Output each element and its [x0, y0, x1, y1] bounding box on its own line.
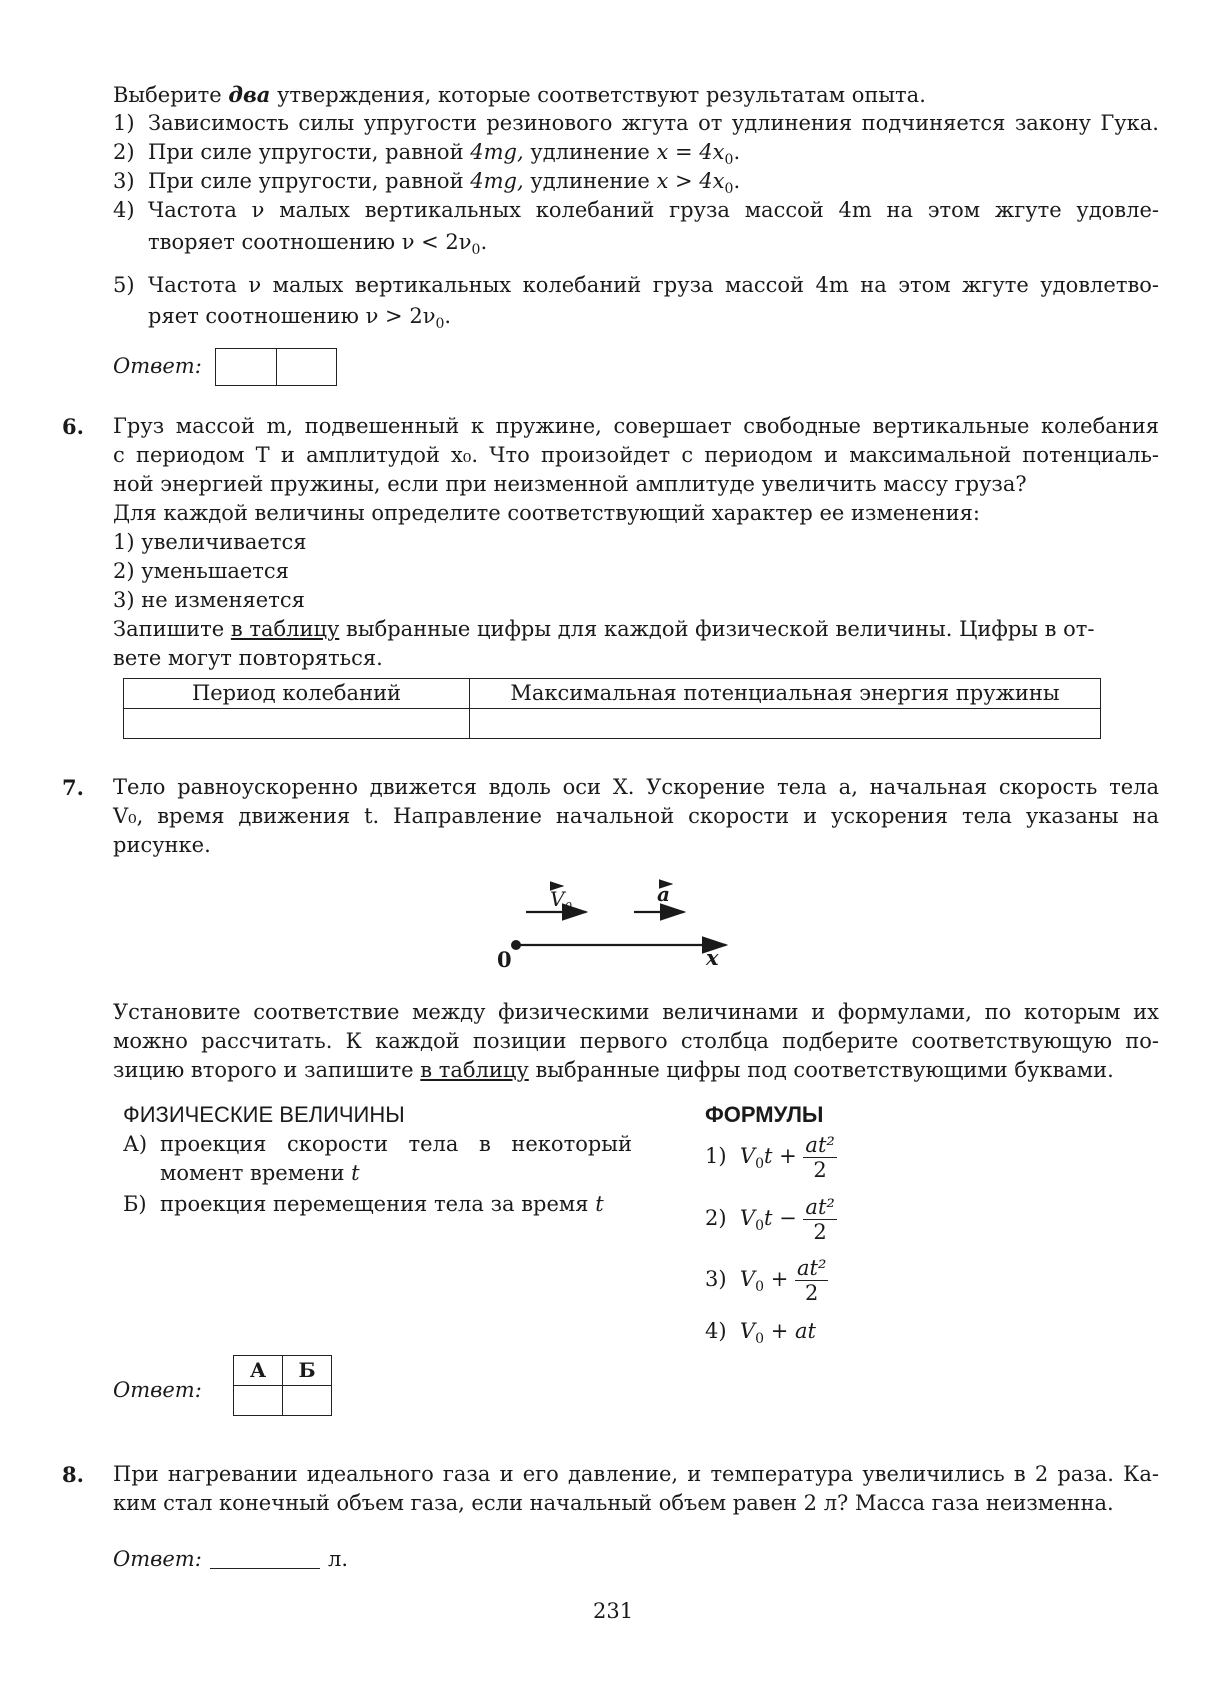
q8-text-line: При нагревании идеального газа и его давление, и температура увеличились в 2 раза. Ка-	[113, 1462, 1159, 1486]
statement-text-cont: ряет соотношению $\nu > 2\nu_0$.	[148, 304, 452, 332]
q6-answer-table	[123, 678, 1101, 739]
q7-match-line: Установите соответствие между физическими величинами и формулами, по которым их	[113, 1000, 1159, 1024]
statement-text: Частота ν малых вертикальных колебаний груза массой 4m на этом жгуте удовле-	[148, 198, 1159, 222]
q6-write-instruction-cont: вете могут повторяться.	[113, 646, 383, 670]
statement-text-cont: творяет соотношению $\nu < 2\nu_0$.	[148, 230, 488, 258]
statement-text: Зависимость силы упругости резинового жгута от удлинения подчиняется закону Гука.	[148, 111, 1159, 135]
formula-item: 4) $V_0$ + at	[705, 1319, 816, 1347]
q7-answer-table	[233, 1355, 332, 1416]
answer-box-divider	[276, 349, 277, 385]
statement-number: 1)	[113, 111, 135, 135]
table-answer-cell[interactable]	[470, 709, 1101, 739]
statement-number: 3)	[113, 169, 135, 193]
option-item: 3) не изменяется	[113, 588, 305, 612]
q7-match-line: зицию второго и запишите в таблицу выбранные цифры под соответствующими буквами.	[113, 1058, 1114, 1082]
quantity-letter: Б)	[123, 1192, 147, 1216]
question-number: 7.	[62, 775, 84, 800]
question-number: 6.	[62, 414, 84, 439]
answer-cell[interactable]	[283, 1386, 332, 1416]
col1-header: ФИЗИЧЕСКИЕ ВЕЛИЧИНЫ	[123, 1102, 405, 1127]
quantity-text: проекция скорости тела в некоторый	[160, 1132, 632, 1156]
question-number: 8.	[62, 1462, 84, 1487]
answer-line[interactable]	[210, 1568, 320, 1569]
answer-label: Ответ:	[113, 354, 202, 378]
formula-item: 3) $V_0$ + $\frac{\text{at²}}{2}$	[705, 1256, 827, 1305]
statement-number: 2)	[113, 140, 135, 164]
statement-text: При силе упругости, равной 4mg, удлинение $x > 4x_0$.	[148, 169, 741, 197]
statement-text: При силе упругости, равной 4mg, удлинение $x = 4x_0$.	[148, 140, 741, 168]
q6-text-line: с периодом T и амплитудой x₀. Что произойдет с периодом и максимальной потенциаль-	[113, 443, 1159, 467]
formula-item: 1) $V_0t$ + $\frac{\text{at²}}{2}$	[705, 1133, 835, 1182]
intro-post: утверждения, которые соответствуют результатам опыта.	[277, 83, 926, 107]
answer-label: Ответ:	[113, 1378, 202, 1402]
velocity-label: $V_0$	[550, 887, 573, 914]
axis-label: x	[706, 945, 719, 970]
answer-cell[interactable]	[234, 1386, 283, 1416]
col2-header: ФОРМУЛЫ	[705, 1102, 824, 1127]
q7-match-line: можно рассчитать. К каждой позиции первого столбца подберите соответствующую по-	[113, 1029, 1159, 1053]
quantity-text: проекция перемещения тела за время t	[160, 1192, 604, 1216]
q6-text-line: Груз массой m, подвешенный к пружине, совершает свободные вертикальные колебания	[113, 414, 1159, 438]
statement-number: 5)	[113, 273, 135, 297]
quantity-text-cont: момент времени t	[160, 1161, 360, 1185]
quantity-letter: А)	[123, 1132, 148, 1156]
acceleration-label: a	[657, 882, 670, 906]
intro-line	[113, 80, 926, 110]
statement-text: Частота ν малых вертикальных колебаний груза массой 4m на этом жгуте удовлетво-	[148, 273, 1159, 297]
option-item: 2) уменьшается	[113, 559, 289, 583]
q6-instruction: Для каждой величины определите соответствующий характер ее изменения:	[113, 501, 980, 525]
origin-label: 0	[497, 947, 512, 972]
intro-pre: Выберите	[113, 83, 222, 107]
q6-text-line: ной энергией пружины, если при неизменной амплитуде увеличить массу груза?	[113, 472, 1027, 496]
intro-emph: два	[228, 82, 271, 107]
q7-text-line: Тело равноускоренно движется вдоль оси X. Ускорение тела a, начальная скорость тела	[113, 775, 1159, 799]
statement-number: 4)	[113, 198, 135, 222]
option-item: 1) увеличивается	[113, 530, 307, 554]
page-number: 231	[593, 1599, 634, 1623]
table-header-period: Период колебаний	[124, 679, 470, 709]
table-header-energy: Максимальная потенциальная энергия пружины	[470, 679, 1101, 709]
answer-letter-a: А	[234, 1356, 283, 1386]
table-answer-cell[interactable]	[124, 709, 470, 739]
q7-text-line: рисунке.	[113, 833, 211, 857]
formula-item: 2) $V_0t$ − $\frac{\text{at²}}{2}$	[705, 1195, 835, 1244]
q7-text-line: V₀, время движения t. Направление начальной скорости и ускорения тела указаны на	[113, 804, 1159, 828]
answer-letter-b: Б	[283, 1356, 332, 1386]
q6-write-instruction: Запишите в таблицу выбранные цифры для каждой физической величины. Цифры в от-	[113, 617, 1095, 641]
answer-label: Ответ:	[113, 1547, 202, 1571]
answer-unit: л.	[328, 1547, 349, 1571]
q8-text-line: ким стал конечный объем газа, если начальный объем равен 2 л? Масса газа неизменна.	[113, 1491, 1114, 1515]
origin-point	[511, 940, 521, 950]
answer-box[interactable]	[215, 348, 337, 386]
